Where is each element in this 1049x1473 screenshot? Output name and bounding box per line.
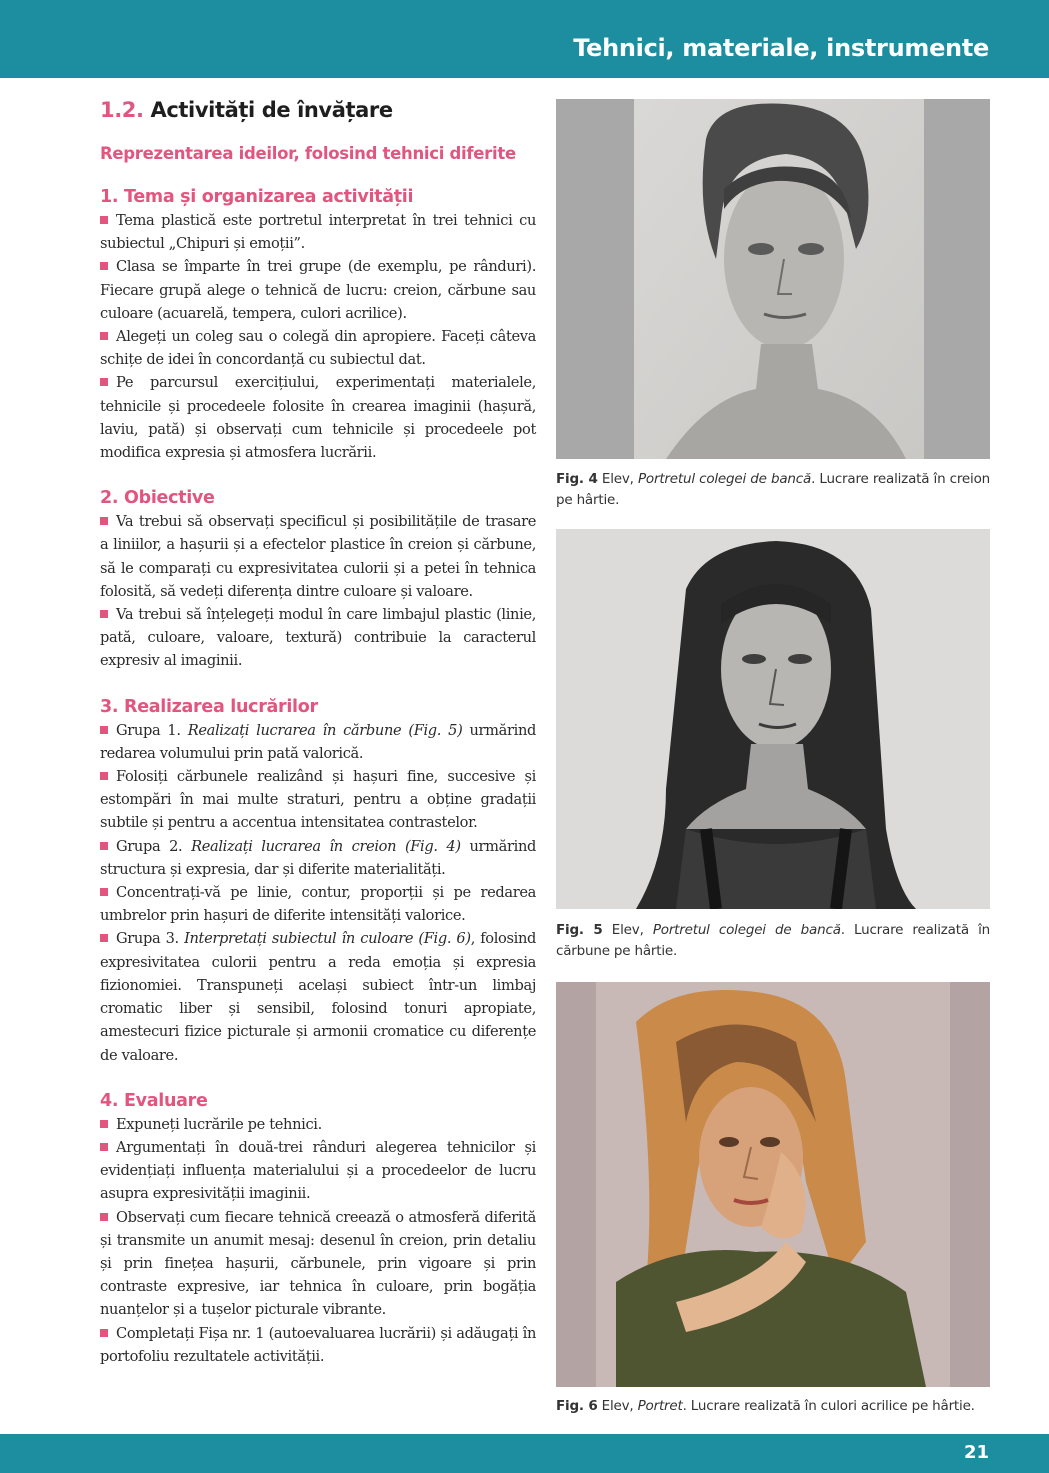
- block-objectives: [100, 488, 536, 672]
- block-heading: 2. Obiective: [100, 488, 215, 509]
- paragraph: Expuneți lucrările pe tehnici.: [100, 1113, 536, 1136]
- pencil-portrait-illustration: [556, 99, 990, 459]
- paragraph: Argumentați în două-trei rânduri alegerea tehnicilor și evidențiați influența materialului și a procedeelor de lucru asupra expresivității imaginii.: [100, 1138, 536, 1203]
- figure-4-image: [556, 99, 990, 459]
- bullet-icon: [100, 888, 108, 896]
- paragraph: Alegeți un coleg sau o colegă din apropiere. Faceți câteva schițe de idei în concordanță cu subiectul dat.: [100, 328, 536, 369]
- block-execution: [100, 697, 536, 1067]
- bullet-icon: [100, 216, 108, 224]
- block-evaluation: [100, 1091, 536, 1368]
- main-text-column: [100, 98, 536, 1392]
- bullet-icon: [100, 1329, 108, 1337]
- paragraph: Va trebui să observați specificul și posibilitățile de trasare a liniilor, a hașurii și a efectelor plastice în creion și cărbune, să le comparați cu expresivitatea culorii și a petei în tehnica folosită, să vedeți diferența dintre culoare și valoare.: [100, 513, 536, 600]
- section-title: Activități de învățare: [150, 98, 393, 122]
- figure-6-caption: Fig. 6 Elev, Portret. Lucrare realizată în culori acrilice pe hârtie.: [556, 1398, 975, 1414]
- bullet-icon: [100, 842, 108, 850]
- figure-5-caption: Fig. 5 Elev, Portretul colegei de bancă. Lucrare realizată în cărbune pe hârtie.: [556, 922, 990, 959]
- section-number: 1.2.: [100, 98, 144, 122]
- paragraph: Grupa 2. Realizați lucrarea în creion (Fig. 4) urmărind structura și expresia, dar și diferite materialități.: [100, 837, 536, 878]
- acrylic-portrait-illustration: [556, 982, 990, 1387]
- paragraph: Grupa 3. Interpretați subiectul în culoare (Fig. 6), folosind expresivitatea culorii pentru a reda emoția și expresia fizionomiei. Transpuneți același subiect într-un limbaj cromatic liber și sensibil, folosind tonuri apropiate, amestecuri fizice picturale și armonii cromatice cu diferențe de valoare.: [100, 930, 536, 1064]
- bullet-icon: [100, 772, 108, 780]
- bullet-icon: [100, 1213, 108, 1221]
- figure-4-caption: Fig. 4 Elev, Portretul colegei de bancă. Lucrare realizată în creion pe hârtie.: [556, 471, 990, 508]
- paragraph: Tema plastică este portretul interpretat în trei tehnici cu subiectul „Chipuri și emoții”.: [100, 212, 536, 253]
- paragraph: Completați Fișa nr. 1 (autoevaluarea lucrării) și adăugați în portofoliu rezultatele activității.: [100, 1324, 536, 1365]
- lesson-subtitle: Reprezentarea ideilor, folosind tehnici diferite: [100, 144, 516, 163]
- block-heading: 1. Tema și organizarea activității: [100, 187, 414, 207]
- bullet-icon: [100, 934, 108, 942]
- block-theme: [100, 187, 536, 464]
- charcoal-portrait-illustration: [556, 529, 990, 909]
- page-header-title: Tehnici, materiale, instrumente: [573, 34, 989, 62]
- paragraph: Grupa 1. Realizați lucrarea în cărbune (Fig. 5) urmărind redarea volumului prin pată valorică.: [100, 721, 536, 762]
- paragraph: Folosiți cărbunele realizând și hașuri fine, succesive și estompări în mai multe straturi, pentru a obține gradații subtile și pentru a accentua intensitatea contrastelor.: [100, 768, 536, 832]
- paragraph: Pe parcursul exercițiului, experimentați materialele, tehnicile și procedeele folosite în crearea imaginii (hașură, laviu, pată) și observați cum tehnicile și procedeele pot modifica expresia și atmosfera lucrării.: [100, 374, 536, 462]
- section-heading: [100, 98, 536, 122]
- bullet-icon: [100, 332, 108, 340]
- bullet-icon: [100, 517, 108, 525]
- page-number: 21: [963, 1442, 989, 1463]
- bullet-icon: [100, 610, 108, 618]
- bullet-icon: [100, 1120, 108, 1128]
- block-heading: 4. Evaluare: [100, 1090, 208, 1111]
- paragraph: Va trebui să înțelegeți modul în care limbajul plastic (linie, pată, culoare, valoare, textură) contribuie la caracterul expresiv al imaginii.: [100, 606, 536, 670]
- bullet-icon: [100, 1143, 108, 1151]
- figure-6-image: [556, 982, 990, 1387]
- bullet-icon: [100, 378, 108, 386]
- figure-5-image: [556, 529, 990, 909]
- header-band: [0, 0, 1049, 78]
- bullet-icon: [100, 262, 108, 270]
- paragraph: Observați cum fiecare tehnică creează o atmosferă diferită și transmite un anumit mesaj: desenul în creion, prin detaliu și prin finețea hașurii, cărbunele, prin vigoare și prin contraste expresive, iar tehnica în culoare, prin bogăția nuanțelor și a tușelor picturale vibrante.: [100, 1208, 536, 1319]
- footer-band: [0, 1434, 1049, 1473]
- paragraph: Concentrați-vă pe linie, contur, proporții și pe redarea umbrelor prin hașuri de diferite intensități valorice.: [100, 884, 536, 925]
- bullet-icon: [100, 726, 108, 734]
- block-heading: 3. Realizarea lucrărilor: [100, 696, 318, 717]
- paragraph: Clasa se împarte în trei grupe (de exemplu, pe rânduri). Fiecare grupă alege o tehnică de lucru: creion, cărbune sau culoare (acuarelă, tempera, culori acrilice).: [100, 258, 536, 322]
